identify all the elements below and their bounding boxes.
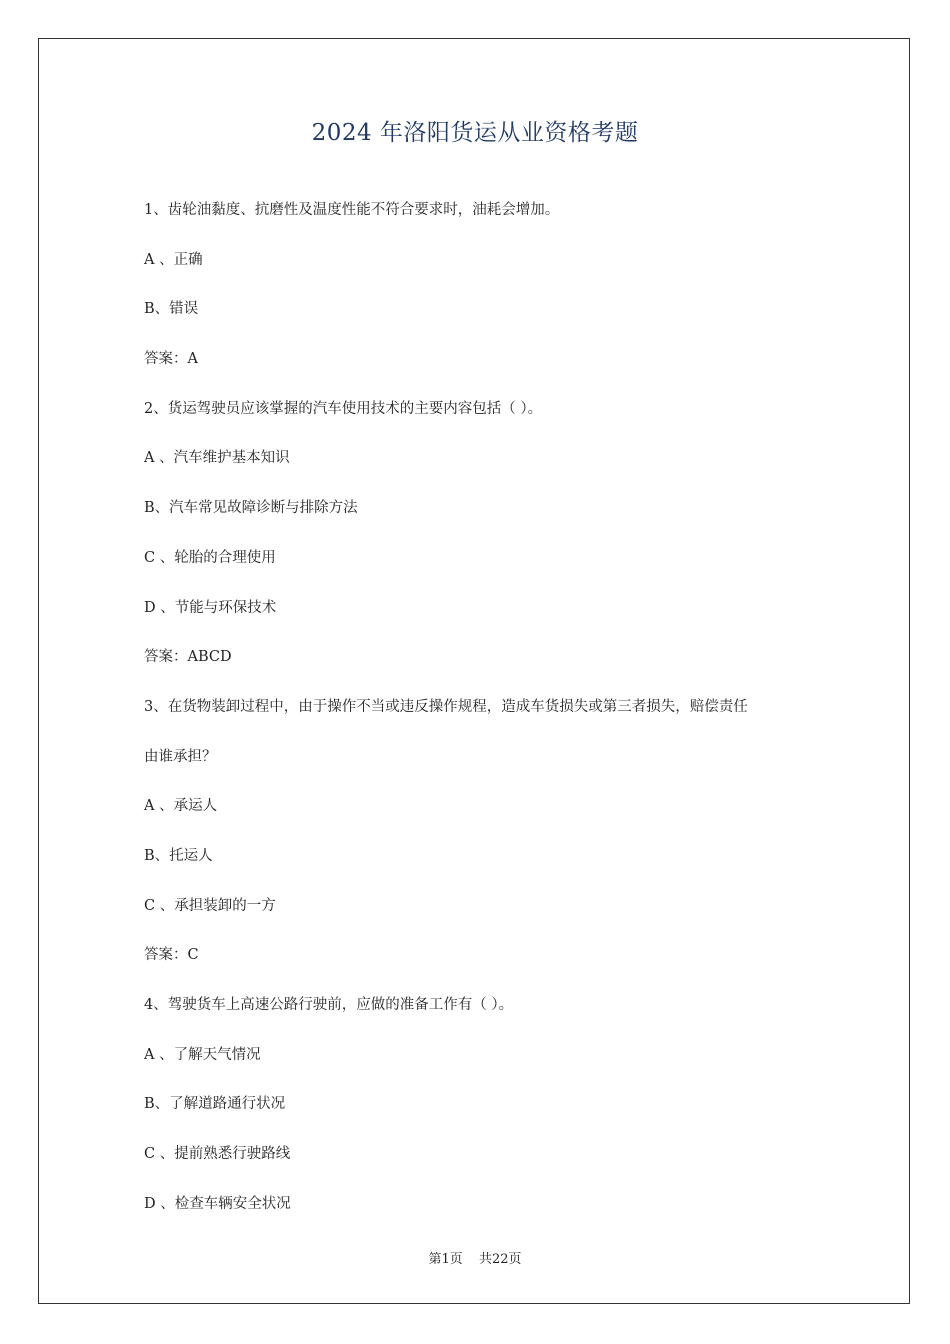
question-2-option-a: A 、汽车维护基本知识 (144, 450, 290, 467)
question-1-option-a: A 、正确 (144, 251, 203, 268)
question-4-option-d: D 、检查车辆安全状况 (144, 1195, 291, 1212)
question-4-option-c: C 、提前熟悉行驶路线 (144, 1146, 291, 1163)
question-4-text: 4、驾驶货车上高速公路行驶前，应做的准备工作有（ ）。 (144, 997, 514, 1013)
question-1-answer: 答案：A (144, 351, 198, 368)
question-4-option-b: B、了解道路通行状况 (144, 1096, 286, 1113)
question-3-option-c: C 、承担装卸的一方 (144, 897, 276, 914)
document-body (144, 200, 824, 1243)
question-2-option-c: C 、轮胎的合理使用 (144, 549, 276, 566)
question-1-option-b: B、错误 (144, 301, 199, 318)
question-3-text: 3、在货物装卸过程中，由于操作不当或违反操作规程，造成车货损失或第三者损失，赔偿责任 (144, 698, 748, 715)
page-number-total: 共22页 (478, 1252, 522, 1267)
question-3-answer: 答案：C (144, 947, 199, 964)
question-2-option-b: B、汽车常见故障诊断与排除方法 (144, 500, 358, 517)
page-footer (0, 1248, 950, 1267)
question-1-text: 1、齿轮油黏度、抗磨性及温度性能不符合要求时，油耗会增加。 (144, 202, 560, 218)
question-2-text: 2、货运驾驶员应该掌握的汽车使用技术的主要内容包括（ ）。 (144, 400, 543, 417)
question-4-option-a: A 、了解天气情况 (144, 1046, 261, 1063)
question-3-text-continued: 由谁承担？ (144, 748, 217, 765)
page-number-current: 第1页 (428, 1252, 463, 1267)
document-title: 2024 年洛阳货运从业资格考题 (311, 120, 639, 146)
question-3-option-a: A 、承运人 (144, 798, 218, 815)
question-3-option-b: B、托运人 (144, 847, 213, 864)
question-2-option-d: D 、节能与环保技术 (144, 599, 277, 616)
question-2-answer: 答案：ABCD (144, 649, 232, 666)
